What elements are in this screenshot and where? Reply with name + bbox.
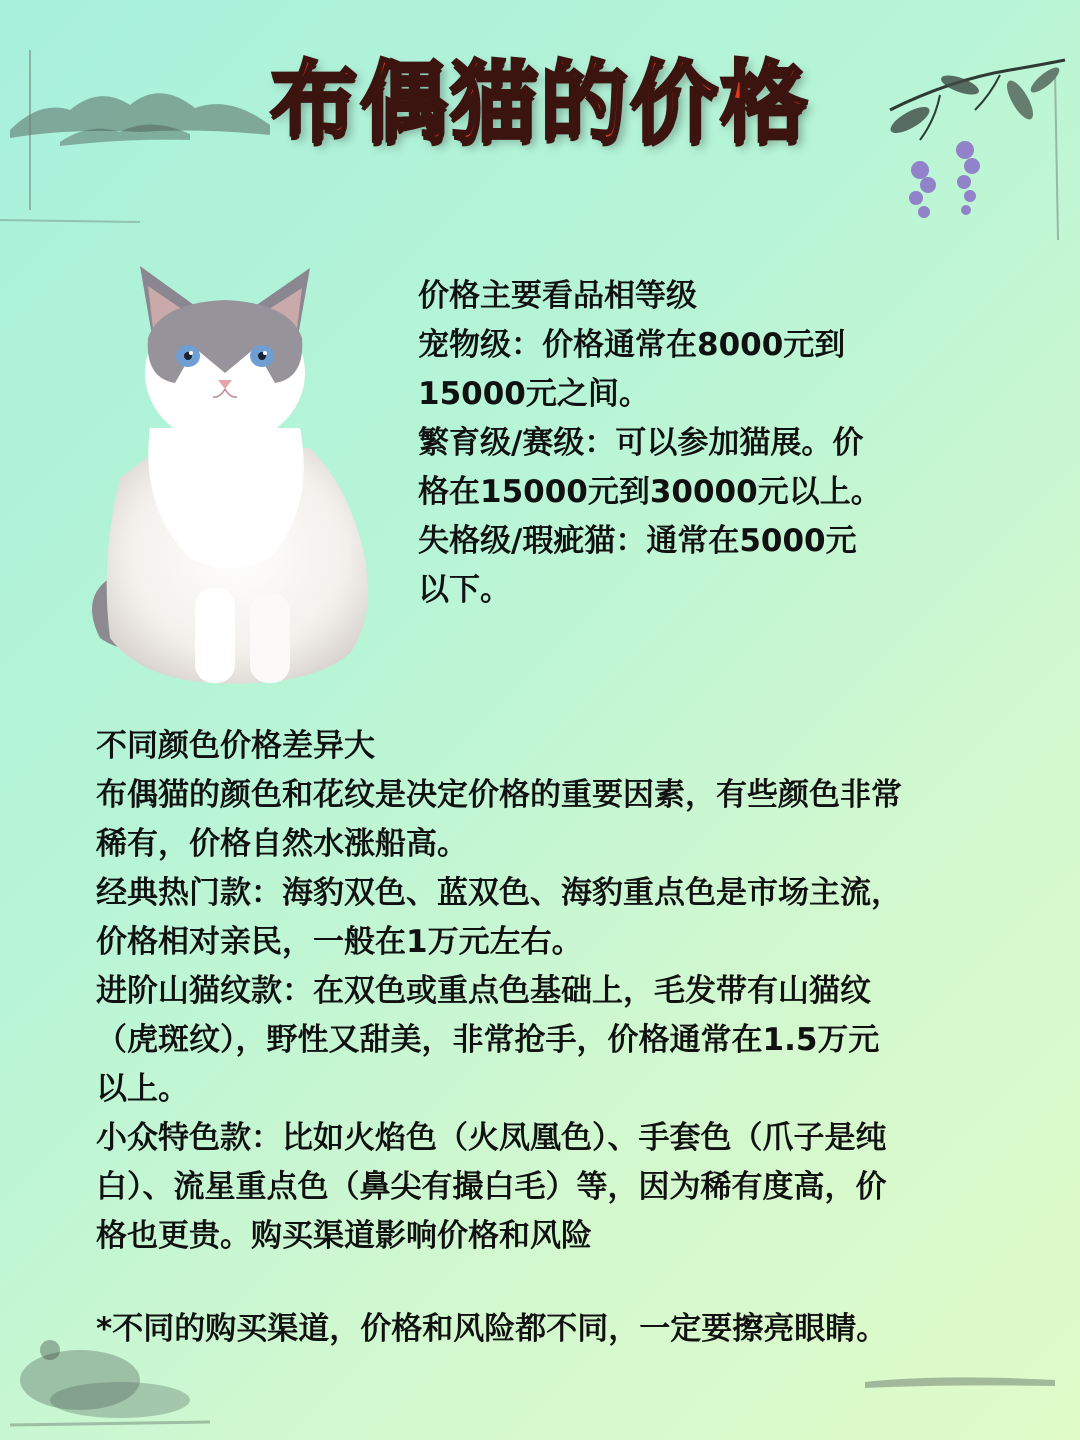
- grade-heading: 价格主要看品相等级: [418, 278, 697, 314]
- ragdoll-cat-photo: [80, 258, 380, 698]
- color-line: 经典热门款：海豹双色、蓝双色、海豹重点色是市场主流，: [96, 875, 902, 911]
- ink-brush-stroke-icon: [860, 1360, 1060, 1400]
- color-line: （虎斑纹），野性又甜美，非常抢手，价格通常在1.5万元: [96, 1022, 880, 1058]
- grade-price-section: [418, 272, 938, 615]
- grade-line: 失格级/瑕疵猫：通常在5000元: [418, 523, 857, 559]
- color-line: 布偶猫的颜色和花纹是决定价格的重要因素，有些颜色非常: [96, 777, 902, 813]
- grade-line: 繁育级/赛级：可以参加猫展。价: [418, 425, 864, 461]
- footnote: *不同的购买渠道，价格和风险都不同，一定要擦亮眼睛。: [96, 1311, 888, 1347]
- grade-line: 15000元之间。: [418, 376, 650, 412]
- grade-line: 格在15000元到30000元以上。: [418, 474, 882, 510]
- color-line: 进阶山猫纹款：在双色或重点色基础上，毛发带有山猫纹: [96, 973, 871, 1009]
- color-heading: 不同颜色价格差异大: [96, 728, 375, 764]
- grade-line: 以下。: [418, 572, 511, 608]
- page-title: 布偶猫的价格: [269, 51, 810, 154]
- color-line: 价格相对亲民，一般在1万元左右。: [96, 924, 583, 960]
- color-line: 稀有，价格自然水涨船高。: [96, 826, 468, 862]
- grade-line: 宠物级：价格通常在8000元到: [418, 327, 846, 363]
- color-line: 格也更贵。购买渠道影响价格和风险: [96, 1218, 592, 1254]
- color-line: 以上。: [96, 1071, 189, 1107]
- color-price-section: [96, 722, 996, 1261]
- color-line: 小众特色款：比如火焰色（火凤凰色）、手套色（爪子是纯: [96, 1120, 887, 1156]
- color-line: 白）、流星重点色（鼻尖有撮白毛）等，因为稀有度高，价: [96, 1169, 887, 1205]
